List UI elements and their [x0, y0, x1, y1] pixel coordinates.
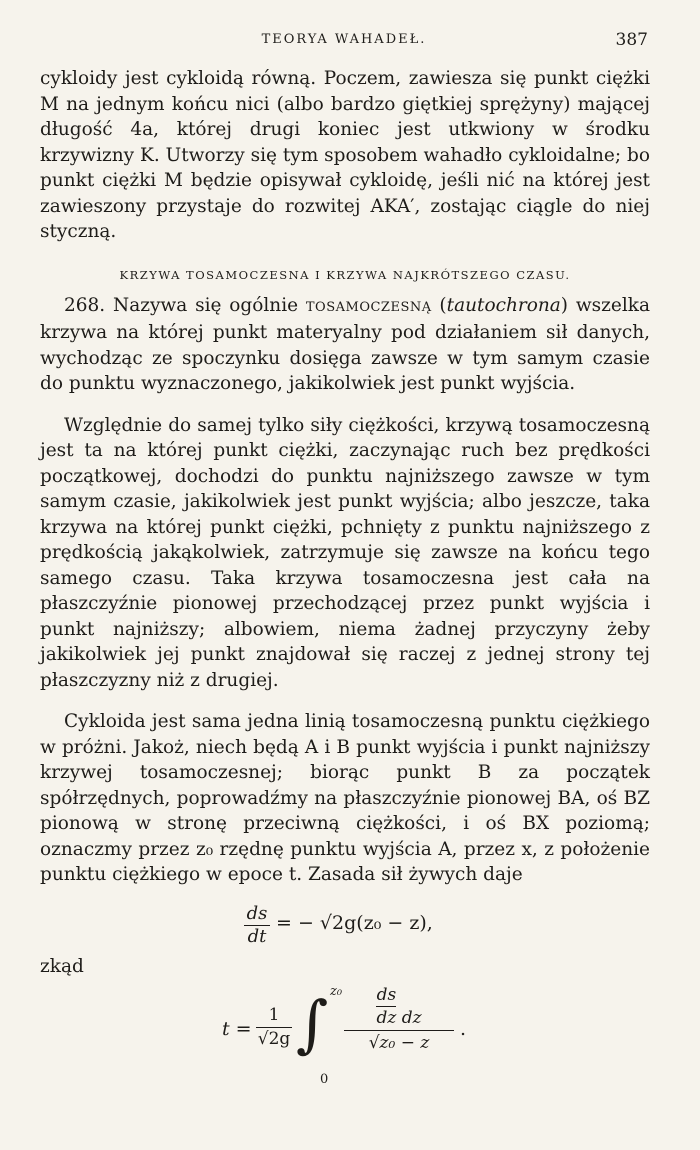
term-tosamoczesna: TOSAMOCZESNĄ	[305, 299, 432, 315]
equation-rhs: = − √2g(z₀ − z),	[276, 911, 433, 934]
word-zkad: zkąd	[40, 955, 84, 977]
paragraph-4: Cykloida jest sama jedna linią tosamoczesną punktu ciężkiego w próżni. Jakoż, niech będą A i B punkt wyjścia i punkt najniższy krzywej tosamoczesnej; biorąc punkt B za początek spółrzędnych, poprowadźmy na płaszczyźnie pionowej BA, oś BZ pionową w stronę przeciwną ciężkości, i oś BX poziomą; oznaczmy przez z₀ rzędnę punktu wyjścia A, przez x, z położenie punktu ciężkiego w epoce t. Zasada sił żywych daje	[40, 711, 650, 885]
term-latin: tautochrona	[446, 294, 561, 316]
paragraph-268: 268. Nazywa się ogólnie TOSAMOCZESNĄ (tautochrona) wszelka krzywa na której punkt materyalny pod działaniem sił danych, wychodząc ze spoczynku dosięga zawsze w tym samym czasie do punktu wyznaczonego, jakikolwiek jest punkt wyjścia.	[40, 294, 650, 394]
section-heading: KRZYWA TOSAMOCZESNA I KRZYWA NAJKRÓTSZEGO CZASU.	[119, 267, 571, 282]
paragraph-1: cykloidy jest cykloidą równą. Poczem, zawiesza się punkt ciężki M na jednym końcu nici (albo bardzo giętkiej sprężyny) mającej długość 4a, której drugi koniec jest utkwiony w środku krzywizny K. Utworzy się tym sposobem wahadło cykloidalne; bo punkt ciężki M będzie opisywał cykloidę, jeśli nić na której jest zawieszony przystaje do rozwitej AKA′, zostając ciągle do niej styczną.	[40, 68, 650, 242]
equation-velocity	[40, 898, 650, 952]
integral-sign: ∫	[296, 987, 329, 1060]
equation-period: .	[460, 1018, 467, 1040]
page-body	[40, 66, 650, 1089]
fraction-one-over-sqrt2g: 1 √2g	[257, 1005, 291, 1049]
equation-time-integral	[40, 979, 650, 1089]
integrand-fraction: $\frac{ds}{dz}$ dz √z₀ − z	[344, 985, 454, 1053]
running-title: TEORYA WAHADEŁ.	[261, 32, 427, 47]
integral-lower-limit: 0	[320, 1072, 329, 1087]
section-number: 268.	[64, 294, 106, 316]
fraction-ds-dt: ds dt	[244, 904, 270, 947]
integral-upper-limit: z₀	[330, 984, 343, 999]
running-header	[40, 30, 648, 50]
paragraph-3: Względnie do samej tylko siły ciężkości, krzywą tosamoczesną jest ta na której punkt ciężki, zaczynając ruch bez prędkości początkowej, dochodzi do punktu najniższego zawsze w tym samym czasie, jakikolwiek jest punkt wyjścia; albo jeszcze, taka krzywa na której punkt ciężki, pchnięty z punktu najniższego z prędkością jakąkolwiek, zatrzymuje się zawsze na końcu tego samego czasu. Taka krzywa tosamoczesna jest cała na płaszczyźnie pionowej przechodzącej przez punkt wyjścia i punkt najniższy; albowiem, niema żadnej przyczyny żeby jakikolwiek jej punkt znajdował się raczej z jednej strony tej płaszczyzny niż z drugiej.	[40, 414, 650, 691]
page-number: 387	[615, 30, 648, 50]
inner-fraction: $\frac{ds}{dz}$	[376, 985, 397, 1028]
var-t: t =	[222, 1018, 252, 1040]
